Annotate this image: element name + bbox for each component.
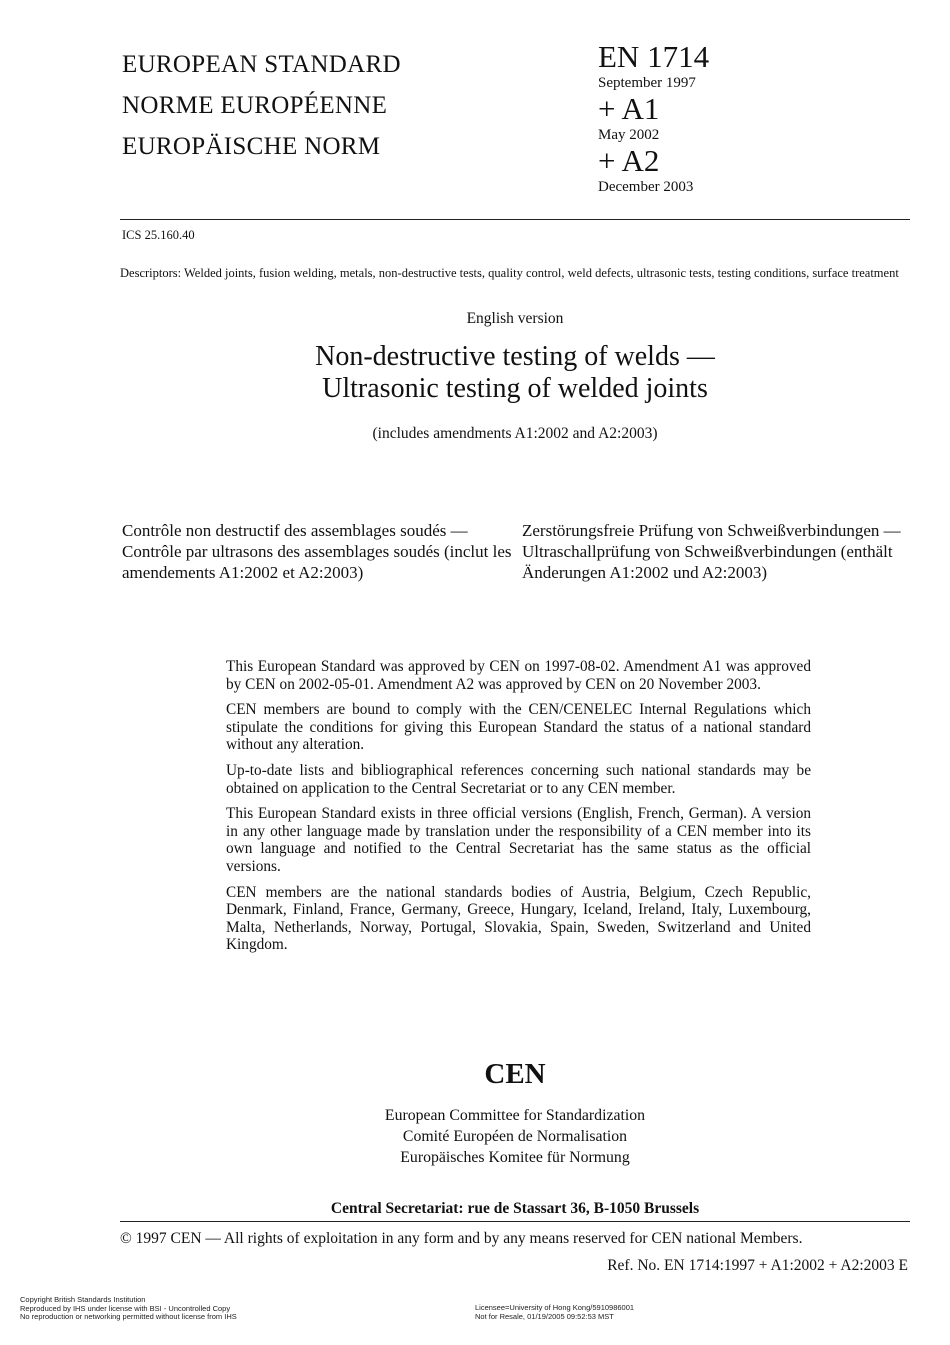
footer-license-left [20,1296,237,1322]
document-title [120,341,910,405]
cen-names [120,1105,910,1168]
amendment-a2-date: December 2003 [598,179,694,195]
version-label: English version [466,310,564,327]
standard-number-block [598,40,709,196]
footer-right-line: Licensee=University of Hong Kong/5910986001 [475,1303,635,1312]
title-line-2: Ultrasonic testing of welded joints [322,373,708,404]
cen-name-french: Comité Européen de Normalisation [402,1128,628,1145]
reference-number: Ref. No. EN 1714:1997 + A1:2002 + A2:2003 E [607,1257,908,1274]
standard-titles [122,44,401,167]
copyright-notice: © 1997 CEN — All rights of exploitation in any form and by any means reserved for CEN national Members. [120,1230,803,1247]
german-title: Zerstörungsfreie Prüfung von Schweißverbindungen — Ultraschallprüfung von Schweißverbindungen (enthält Änderungen A1:2002 und A2:2003) [522,521,901,582]
amendment-a1-date: May 2002 [598,127,660,143]
descriptors: Descriptors: Welded joints, fusion welding, metals, non-destructive tests, quality control, weld defects, ultrasonic tests, testing conditions, surface treatment [120,266,899,280]
amendment-a1: + A1 [598,91,660,126]
cen-name-german: Europäisches Komitee für Normung [400,1149,630,1166]
paragraph-members: CEN members are the national standards bodies of Austria, Belgium, Czech Republic, Denmark, Finland, France, Germany, Greece, Hungary, Iceland, Ireland, Italy, Luxembourg, Malta, Netherlands, Norway, Portugal, Slovakia, Spain, Sweden, Switzerland and United Kingdom. [226,883,811,954]
paragraph-references: Up-to-date lists and bibliographical references concerning such national standards may be obtained on application to the Central Secretariat or to any CEN member. [226,761,811,797]
title-line-1: Non-destructive testing of welds — [315,341,715,372]
footer-left-line: Reproduced by IHS under license with BSI - Uncontrolled Copy [20,1303,231,1313]
amendments-note: (includes amendments A1:2002 and A2:2003) [372,425,658,442]
footer-left-line: No reproduction or networking permitted without license from IHS [20,1312,237,1321]
footer-left-line: Copyright British Standards Institution [20,1295,146,1304]
cen-name-english: European Committee for Standardization [384,1107,646,1124]
central-secretariat: Central Secretariat: rue de Stassart 36, B-1050 Brussels [330,1200,700,1217]
header-divider [120,219,910,220]
footer-right-line: Not for Resale, 01/19/2005 09:52:53 MST [475,1311,614,1321]
title-german: EUROPÄISCHE NORM [122,133,381,160]
french-title: Contrôle non destructif des assemblages soudés — Contrôle par ultrasons des assemblages soudés (inclut les amendements A1:2002 et A2:2003) [122,521,512,582]
paragraph-versions: This European Standard exists in three official versions (English, French, German). A version in any other language made by translation under the responsibility of a CEN member into its own language and notified to the Central Secretariat has the same status as the official versions. [226,805,811,875]
standard-date: September 1997 [598,75,696,91]
footer-license-right [475,1304,634,1321]
paragraph-regulations: CEN members are bound to comply with the CEN/CENELEC Internal Regulations which stipulate the conditions for giving this European Standard the status of a national standard without any alteration. [226,701,811,754]
ics-code: ICS 25.160.40 [122,228,195,242]
title-english: EUROPEAN STANDARD [122,51,401,78]
footer-divider [120,1221,910,1222]
cen-logo-text: CEN [484,1058,546,1090]
approval-text [226,658,811,962]
standard-number: EN 1714 [598,39,710,74]
amendment-a2: + A2 [598,143,660,178]
title-french: NORME EUROPÉENNE [122,92,388,119]
paragraph-approval: This European Standard was approved by CEN on 1997-08-02. Amendment A1 was approved by CEN on 2002-05-01. Amendment A2 was approved by CEN on 20 November 2003. [226,658,811,693]
